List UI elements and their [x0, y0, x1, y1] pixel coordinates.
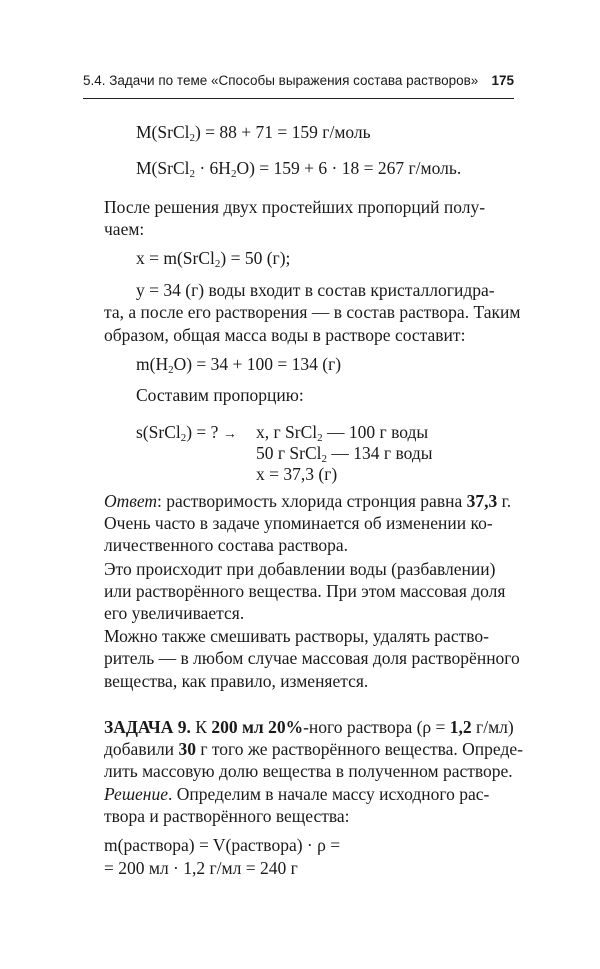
paragraph-line: Можно также смешивать растворы, удалять раство-	[104, 626, 489, 646]
paragraph-line: y = 34 (г) воды входит в состав кристаллогидра-	[136, 280, 495, 300]
solution-line: Решение. Определим в начале массу исходного рас-	[104, 784, 490, 804]
paragraph-line: вещества, как правило, изменяется.	[104, 671, 369, 691]
paragraph-line: Это происходит при добавлении воды (разбавлении)	[104, 559, 496, 579]
paragraph-line: личественного состава раствора.	[104, 535, 349, 555]
paragraph-line: После решения двух простейших пропорций полу-	[104, 197, 486, 217]
paragraph-line: его увеличивается.	[104, 603, 245, 623]
paragraph-line: чаем:	[104, 219, 145, 239]
proportion-lhs: s(SrCl$_2$) = ? →	[136, 422, 237, 444]
proportion-intro: Составим пропорцию:	[136, 385, 304, 405]
page-header	[83, 58, 514, 99]
answer: Ответ: растворимость хлорида стронция равна 37,3 г.	[104, 491, 512, 511]
arrow-icon: →	[222, 427, 237, 442]
proportion-row-2: 50 г SrCl$_2$ — 134 г воды	[256, 443, 433, 465]
equation-molar-mass-srcl2: M(SrCl$_2$) = 88 + 71 = 159 г/моль	[136, 122, 371, 144]
proportion-row-3: x = 37,3 (г)	[256, 464, 338, 484]
paragraph-line: Очень часто в задаче упоминается об изменении ко-	[104, 513, 493, 533]
equation-x: x = m(SrCl$_2$) = 50 (г);	[136, 248, 291, 270]
proportion-row-1: x, г SrCl$_2$ — 100 г воды	[256, 422, 429, 444]
equation-solution-mass-result: = 200 мл · 1,2 г/мл = 240 г	[104, 858, 298, 878]
paragraph-line: та, а после его растворения — в состав раствора. Таким	[104, 302, 521, 322]
solution-line: твора и растворённого вещества:	[104, 806, 350, 826]
page-number: 175	[491, 73, 514, 88]
task-line: лить массовую долю вещества в полученном растворе.	[104, 761, 513, 781]
task-heading: ЗАДАЧА 9. К 200 мл 20%-ного раствора (ρ = 1,2 г/мл)	[104, 717, 514, 737]
equation-molar-mass-hydrate: M(SrCl$_2$ · $6H_2O) = 159 + 6 \cdot 18 = 267$ г/моль.	[136, 158, 462, 180]
paragraph-line: ритель — в любом случае массовая доля растворённого	[104, 648, 520, 668]
paragraph-line: или растворённого вещества. При этом массовая доля	[104, 581, 506, 601]
paragraph-line: образом, общая масса воды в растворе составит:	[104, 325, 466, 345]
running-head: 5.4. Задачи по теме «Способы выражения состава растворов»	[83, 73, 479, 88]
equation-water-mass: $m(H_2O) = 34 + 100 = 134$ (г)	[136, 354, 342, 376]
task-line: добавили 30 г того же растворённого вещества. Опреде-	[104, 739, 523, 759]
equation-solution-mass: m(раствора) = V(раствора) · ρ =	[104, 835, 341, 855]
